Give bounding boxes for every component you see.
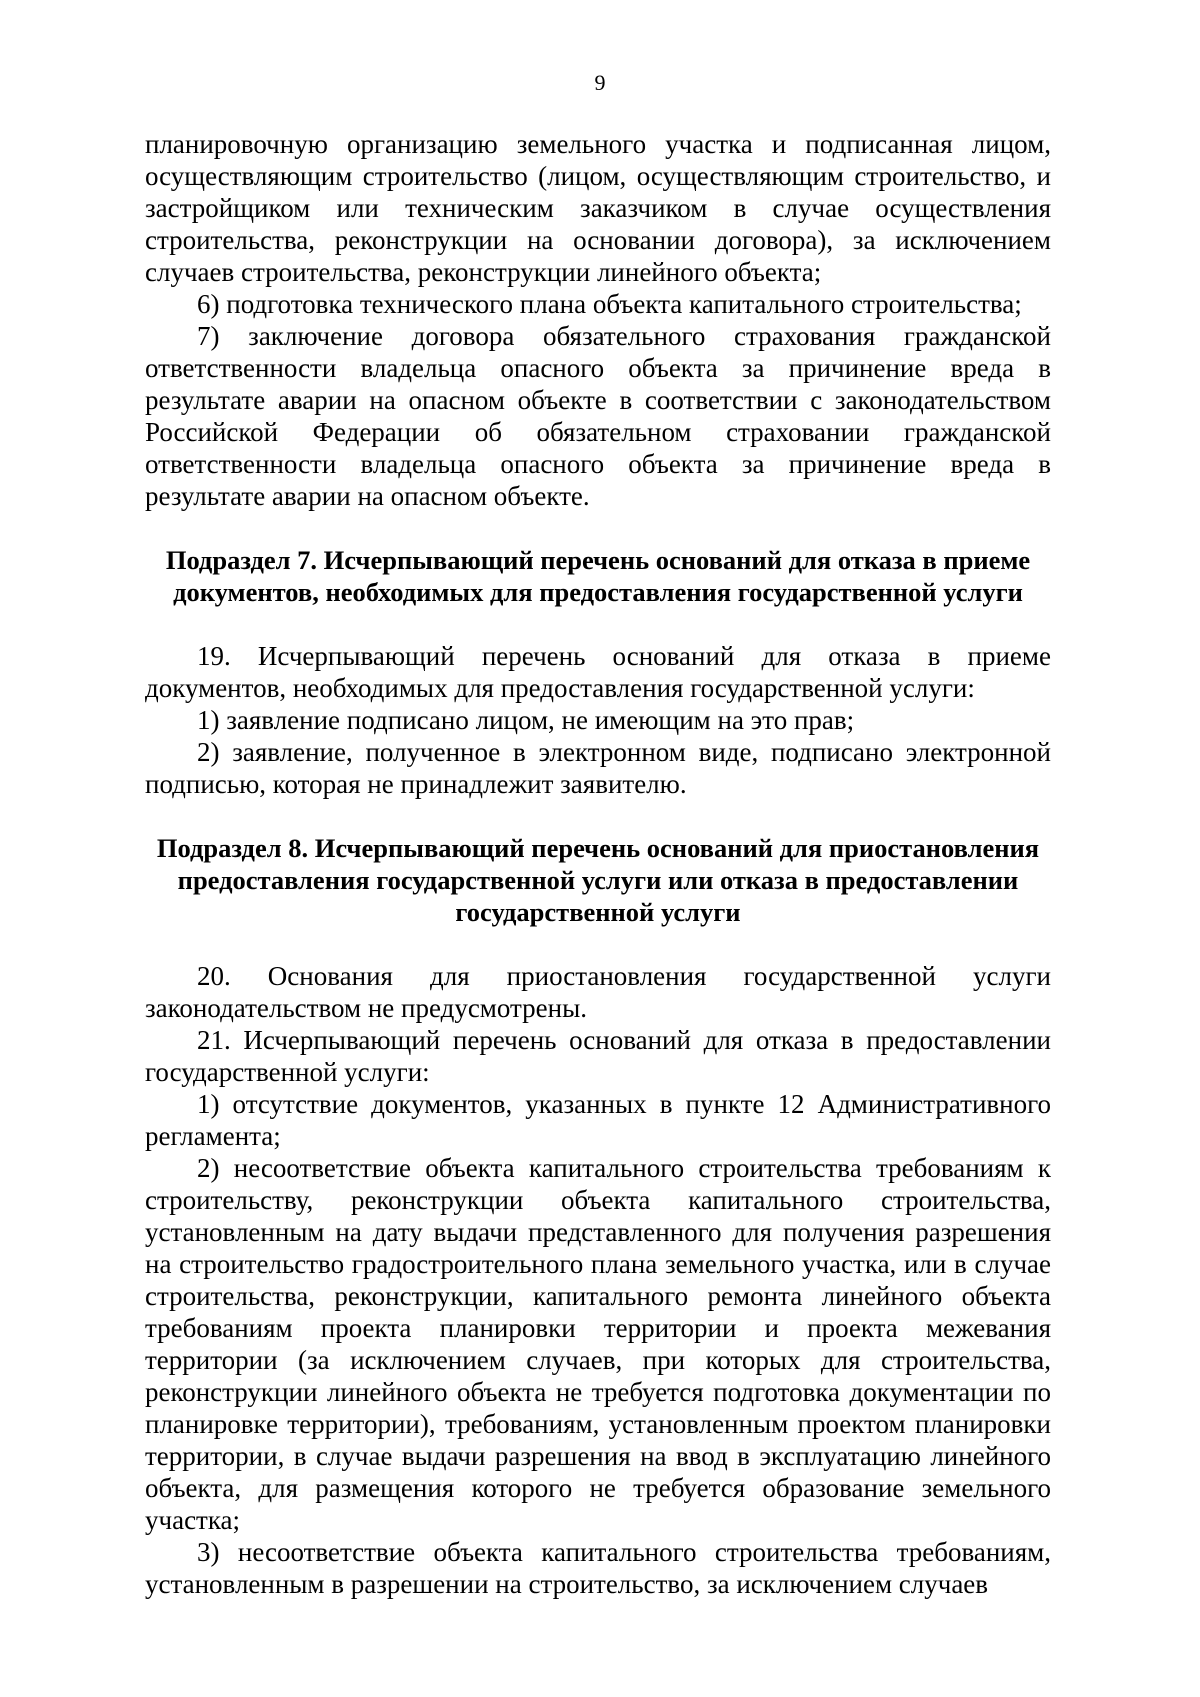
subsection-8-heading: Подраздел 8. Исчерпывающий перечень оснований для приостановления предоставления государственной услуги или отказа в предоставлении государственной услуги xyxy=(156,833,1040,927)
paragraph-continuation: планировочную организацию земельного участка и подписанная лицом, осуществляющим строительство (лицом, осуществляющим строительство, и застройщиком или техническим заказчиком в случае осуществления строительства, реконструкции на основании договора), за исключением случаев строительства, реконструкции линейного объекта; xyxy=(145,129,1051,287)
subsection-7-heading: Подраздел 7. Исчерпывающий перечень оснований для отказа в приеме документов, необходимых для предоставления государственной услуги xyxy=(165,545,1031,607)
spacer xyxy=(145,512,1051,544)
paragraph-item-6: 6) подготовка технического плана объекта капитального строительства; xyxy=(197,289,1022,319)
spacer xyxy=(145,608,1051,640)
paragraph-19-item-2: 2) заявление, полученное в электронном виде, подписано электронной подписью, которая не принадлежит заявителю. xyxy=(145,737,1051,799)
paragraph-21-item-2: 2) несоответствие объекта капитального строительства требованиям к строительству, реконструкции объекта капитального строительства, установленным на дату выдачи представленного для получения разрешения на строительство градостроительного плана земельного участка, или в случае строительства, реконструкции, капитального ремонта линейного объекта требованиям проекта планировки территории и проекта межевания территории (за исключением случаев, при которых для строительства, реконструкции линейного объекта не требуется подготовка документации по планировке территории), требованиям, установленным проектом планировки территории, в случае выдачи разрешения на ввод в эксплуатацию линейного объекта, для размещения которого не требуется образование земельного участка; xyxy=(145,1153,1051,1535)
paragraph-21: 21. Исчерпывающий перечень оснований для отказа в предоставлении государственной услуги: xyxy=(145,1025,1051,1087)
page-number: 9 xyxy=(594,70,606,95)
paragraph-19-item-1: 1) заявление подписано лицом, не имеющим на это прав; xyxy=(197,705,855,735)
spacer xyxy=(145,800,1051,832)
document-body xyxy=(145,128,1051,1600)
paragraph-19: 19. Исчерпывающий перечень оснований для отказа в приеме документов, необходимых для предоставления государственной услуги: xyxy=(145,641,1051,703)
spacer xyxy=(145,928,1051,960)
paragraph-21-item-1: 1) отсутствие документов, указанных в пункте 12 Административного регламента; xyxy=(145,1089,1051,1151)
paragraph-21-item-3: 3) несоответствие объекта капитального строительства требованиям, установленным в разрешении на строительство, за исключением случаев xyxy=(145,1537,1051,1599)
paragraph-20: 20. Основания для приостановления государственной услуги законодательством не предусмотрены. xyxy=(145,961,1051,1023)
paragraph-item-7: 7) заключение договора обязательного страхования гражданской ответственности владельца опасного объекта за причинение вреда в результате аварии на опасном объекте в соответствии с законодательством Российской Федерации об обязательном страховании гражданской ответственности владельца опасного объекта за причинение вреда в результате аварии на опасном объекте. xyxy=(145,321,1051,511)
